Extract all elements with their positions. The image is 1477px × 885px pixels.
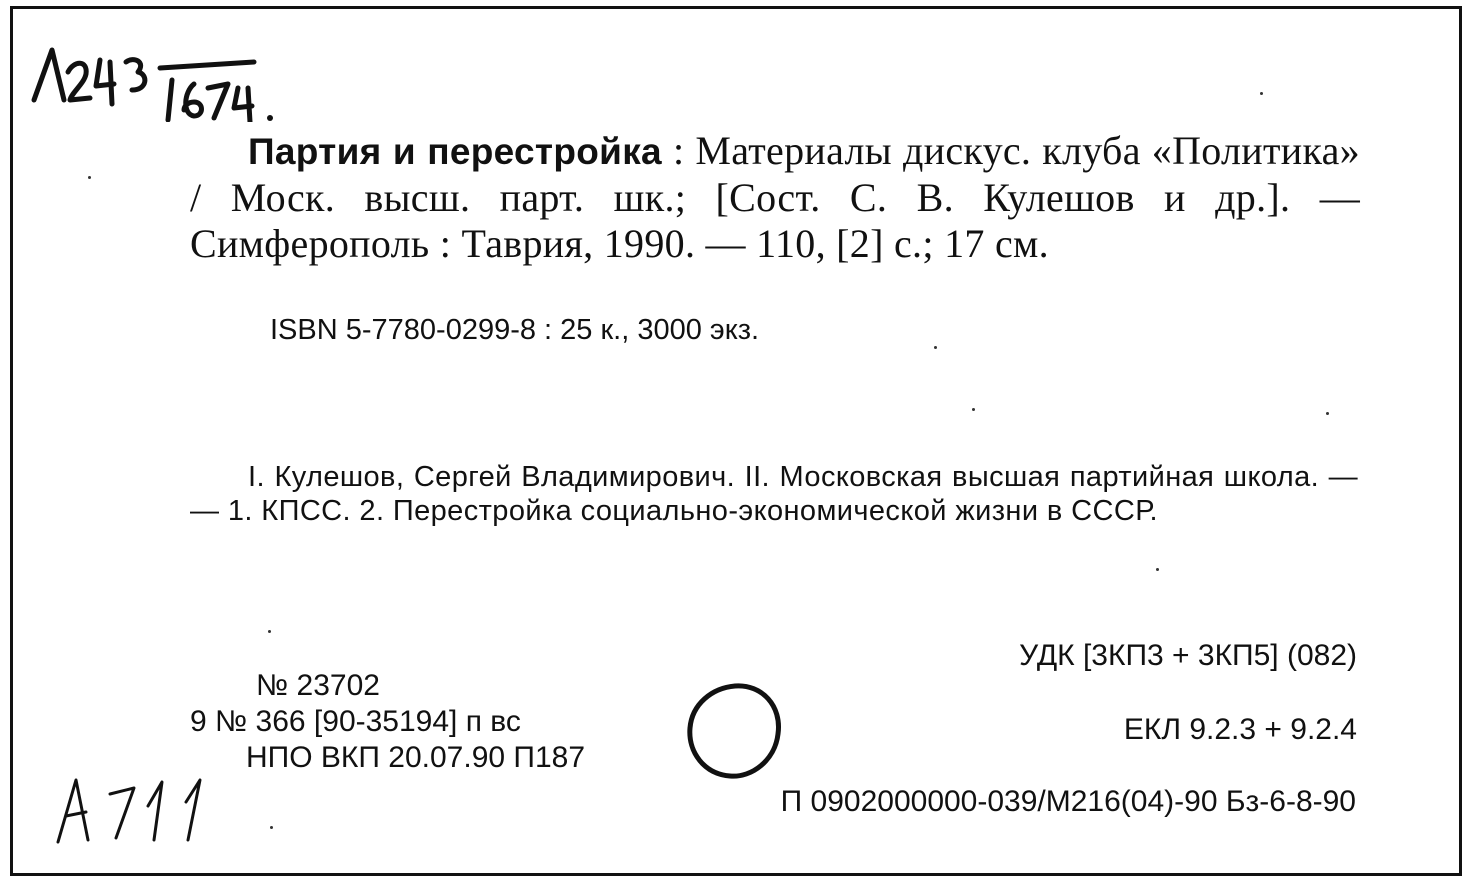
paper-speck [270,826,273,829]
paper-speck [1156,568,1159,571]
ekl-classification: ЕКЛ 9.2.3 + 9.2.4 [1123,713,1357,746]
publisher-code-line: П 0902000000-039/М216(04)-90 Бз-6-8-90 [780,785,1356,818]
paper-speck [88,176,91,179]
paper-speck [934,346,937,349]
handwritten-shelf-mark [22,22,282,122]
isbn-line: ISBN 5-7780-0299-8 : 25 к., 3000 экз. [270,314,760,346]
main-bibliographic-entry [190,128,1360,267]
book-title: Партия и перестройка [248,131,662,172]
subject-headings: I. Кулешов, Сергей Владимирович. II. Московская высшая партийная школа. — — 1. КПСС. 2. Перестройка социально-экономической жизни в СССР. [190,461,1358,527]
paper-speck [1260,92,1263,95]
paper-speck [972,408,975,411]
printer-info: НПО ВКП 20.07.90 П187 [246,741,586,774]
library-stamp-circle [680,676,790,786]
paper-speck [268,630,271,633]
handwritten-inventory-mark [52,768,232,848]
order-number: 9 № 366 [90-35194] п вс [190,705,521,738]
print-info-block [190,668,585,776]
udk-classification: УДК [3КП3 + 3КП5] (082) [1019,639,1357,672]
paper-speck [1326,412,1329,415]
card-number: № 23702 [256,669,380,702]
entry-details: : Материалы дискус. клуба «Политика» / Моск. высш. парт. шк.; [Сост. С. В. Кулешов и др.]. — Симферополь : Таврия, 1990. — 110, [2] с.; 17 см. [190,128,1360,266]
